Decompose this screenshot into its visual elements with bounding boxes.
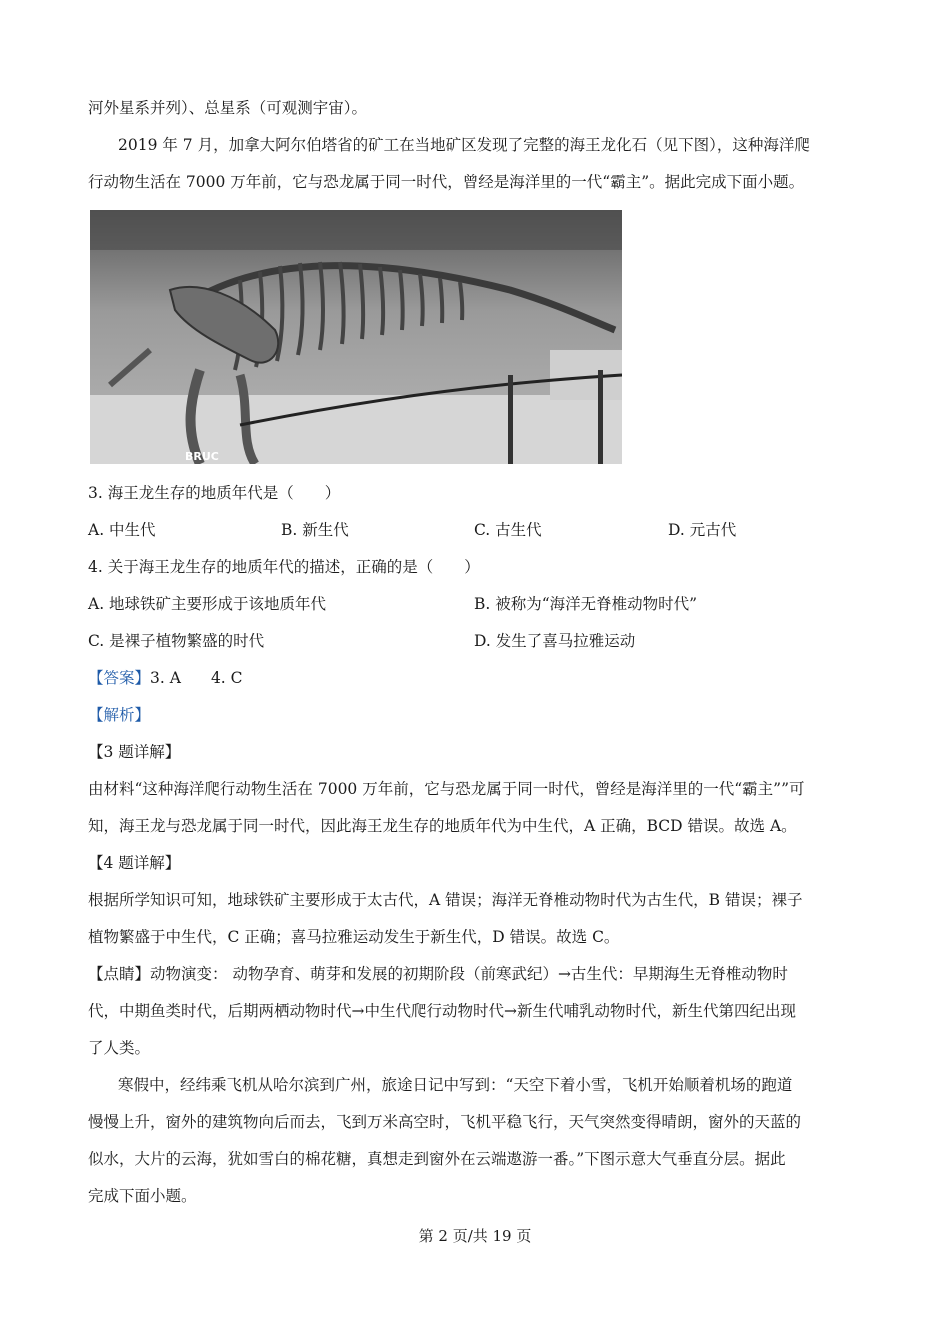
q3-option-c: C. 古生代 <box>474 521 542 539</box>
q3-option-a: A. 中生代 <box>88 521 156 539</box>
passage-intro-line-2: 行动物生活在 7000 万年前，它与恐龙属于同一时代，曾经是海洋里的一代“霸主”。据此完成下面小题。 <box>88 173 805 191</box>
tip-line-3: 了人类。 <box>88 1039 151 1057</box>
next-passage-line-2: 慢慢上升，窗外的建筑物向后而去，飞到万米高空时，飞机平稳飞行，天气突然变得晴朗，窗外的天蓝的 <box>88 1113 802 1131</box>
next-passage-line-4: 完成下面小题。 <box>88 1187 197 1205</box>
analysis-tag: 【解析】 <box>88 706 151 724</box>
answer-q3: 3. A <box>150 669 181 687</box>
passage-intro-line-1: 2019 年 7 月，加拿大阿尔伯塔省的矿工在当地矿区发现了完整的海王龙化石（见下图），这种海洋爬 <box>118 136 810 154</box>
q3-option-d: D. 元古代 <box>668 521 737 539</box>
q3-detail-tag: 【3 题详解】 <box>88 743 181 761</box>
tip-tag: 【点睛】 <box>88 965 151 983</box>
next-passage-line-1: 寒假中，经纬乘飞机从哈尔滨到广州，旅途日记中写到：“天空下着小雪，飞机开始顺着机场的跑道 <box>118 1076 793 1094</box>
tip-line-2: 代，中期鱼类时代，后期两栖动物时代→中生代爬行动物时代→新生代哺乳动物时代，新生代第四纪出现 <box>88 1002 796 1020</box>
q3-option-b: B. 新生代 <box>281 521 349 539</box>
page-footer: 第 2 页/共 19 页 <box>418 1227 532 1245</box>
q4-option-a: A. 地球铁矿主要形成于该地质年代 <box>88 595 327 613</box>
tip-text: 动物演变： 动物孕育、萌芽和发展的初期阶段（前寒武纪）→古生代：早期海生无脊椎动物时 <box>150 965 788 983</box>
q4-option-d: D. 发生了喜马拉雅运动 <box>474 632 636 650</box>
q3-detail-line-1: 由材料“这种海洋爬行动物生活在 7000 万年前，它与恐龙属于同一时代，曾经是海洋里的一代“霸主””可 <box>88 780 805 798</box>
answer-line <box>88 668 243 688</box>
q4-option-c: C. 是裸子植物繁盛的时代 <box>88 632 265 650</box>
mosasaur-fossil-photo <box>90 210 622 464</box>
text-line: 河外星系并列）、总星系（可观测宇宙）。 <box>88 99 368 117</box>
q4-detail-line-1: 根据所学知识可知，地球铁矿主要形成于太古代，A 错误；海洋无脊椎动物时代为古生代，B 错误；裸子 <box>88 891 803 909</box>
q4-detail-line-2: 植物繁盛于中生代，C 正确；喜马拉雅运动发生于新生代，D 错误。故选 C。 <box>88 928 620 946</box>
next-passage-line-3: 似水，大片的云海，犹如雪白的棉花糖，真想走到窗外在云端遨游一番。”下图示意大气垂直分层。据此 <box>88 1150 786 1168</box>
question-3-stem: 3. 海王龙生存的地质年代是（ ） <box>88 484 341 502</box>
photo-sign-text: BRUC <box>185 450 219 463</box>
answer-tag: 【答案】 <box>88 669 151 687</box>
q4-option-b: B. 被称为“海洋无脊椎动物时代” <box>474 595 698 613</box>
answer-q4: 4. C <box>210 669 243 687</box>
tip-line-1 <box>88 964 788 984</box>
q4-detail-tag: 【4 题详解】 <box>88 854 181 872</box>
fossil-skeleton-illustration <box>90 210 622 464</box>
question-4-stem: 4. 关于海王龙生存的地质年代的描述，正确的是（ ） <box>88 558 480 576</box>
q3-detail-line-2: 知，海王龙与恐龙属于同一时代，因此海王龙生存的地质年代为中生代，A 正确，BCD 错误。故选 A。 <box>88 817 797 835</box>
